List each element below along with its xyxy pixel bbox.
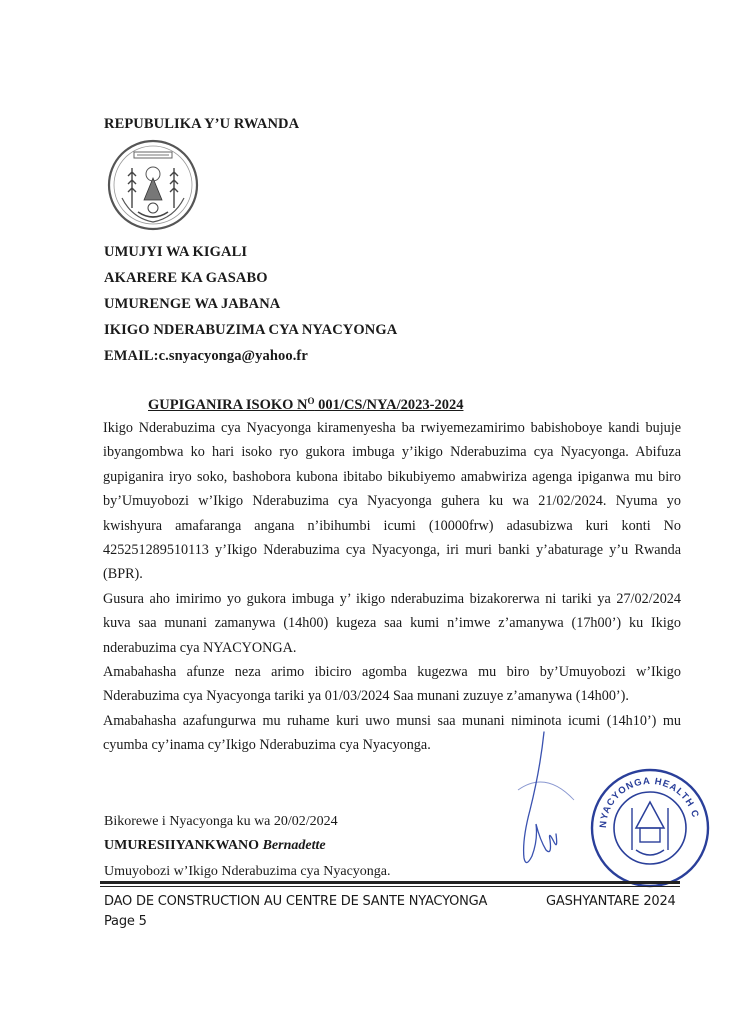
- paragraph-site-visit: Gusura aho imirimo yo gukora imbuga y’ ikigo nderabuzima bizakorerwa ni tariki ya 27/02/2024 kuva saa munani zamanywa (14h00) kugeza saa kumi n’imwe z’amanywa (17h00’) ku Ikigo nderabuzima cya NYACYONGA.: [103, 590, 681, 656]
- tender-title: GUPIGANIRA ISOKO $N^O$ 001/CS/NYA/2023-2024: [148, 396, 464, 413]
- footer-location-date: GASHYANTARE 2024: [546, 894, 676, 909]
- signatory-name: UMURESIIYANKWANO Bernadette: [104, 838, 326, 853]
- paragraph-invitation: Ikigo Nderabuzima cya Nyacyonga kiramenyesha ba rwiyemezamirimo babishoboye kandi bujuje ibyangombwa ko hari isoko ryo gukora imbuga y’ikigo Nderabuzima cya Nyacyonga. Abifuza gupiganira iryo soko, bashobora kubona ibitabo bikubiyemo amabwiriza agenga ipiganwa mu biro by’Umuyobozi w’Ikigo Nderabuzima cya Nyacyonga guhera ku wa 21/02/2024. Nyuma yo kwishyura amafaranga angana n’ibihumbi icumi (10000frw) adasubizwa kuri konti No 425251289510113 y’Ikigo Nderabuzima cya Nyacyonga, iri muri banki y’abaturage y’u Rwanda (BPR).: [103, 420, 681, 583]
- footer-rule-thick: [100, 881, 680, 884]
- svg-text:NYACYONGA HEALTH C: NYACYONGA HEALTH C: [597, 775, 701, 829]
- sector-line: UMURENGE WA JABANA: [104, 296, 281, 312]
- email-line: EMAIL:c.snyacyonga@yahoo.fr: [104, 348, 308, 364]
- paragraph-opening: Amabahasha azafungurwa mu ruhame kuri uwo munsi saa munani niminota icumi (14h10’) mu cyumba cy’inama cy’Ikigo Nderabuzima cya Nyacyonga.: [103, 712, 681, 754]
- announcement-body: [103, 416, 681, 758]
- city-line: UMUJYI WA KIGALI: [104, 244, 248, 260]
- facility-line: IKIGO NDERABUZIMA CYA NYACYONGA: [104, 322, 398, 338]
- district-line: AKARERE KA GASABO: [104, 270, 268, 286]
- signatory-role: Umuyobozi w’Ikigo Nderabuzima cya Nyacyonga.: [104, 864, 391, 879]
- official-stamp: [588, 766, 712, 890]
- footer-rule-thin: [100, 886, 680, 887]
- place-date-line: Bikorewe i Nyacyonga ku wa 20/02/2024: [104, 814, 338, 829]
- country-heading: REPUBULIKA Y’U RWANDA: [104, 116, 300, 132]
- coat-of-arms-emblem: [102, 138, 204, 232]
- footer-page-number: Page 5: [104, 914, 147, 929]
- handwritten-signature: [496, 730, 596, 870]
- paragraph-submission: Amabahasha afunze neza arimo ibiciro agomba kugezwa mu biro by’Umuyobozi w’Ikigo Nderabuzima cya Nyacyonga tariki ya 01/03/2024 Saa munani zuzuye z’amanywa (14h00’).: [103, 664, 681, 705]
- footer-doc-title: DAO DE CONSTRUCTION AU CENTRE DE SANTE NYACYONGA: [104, 894, 488, 909]
